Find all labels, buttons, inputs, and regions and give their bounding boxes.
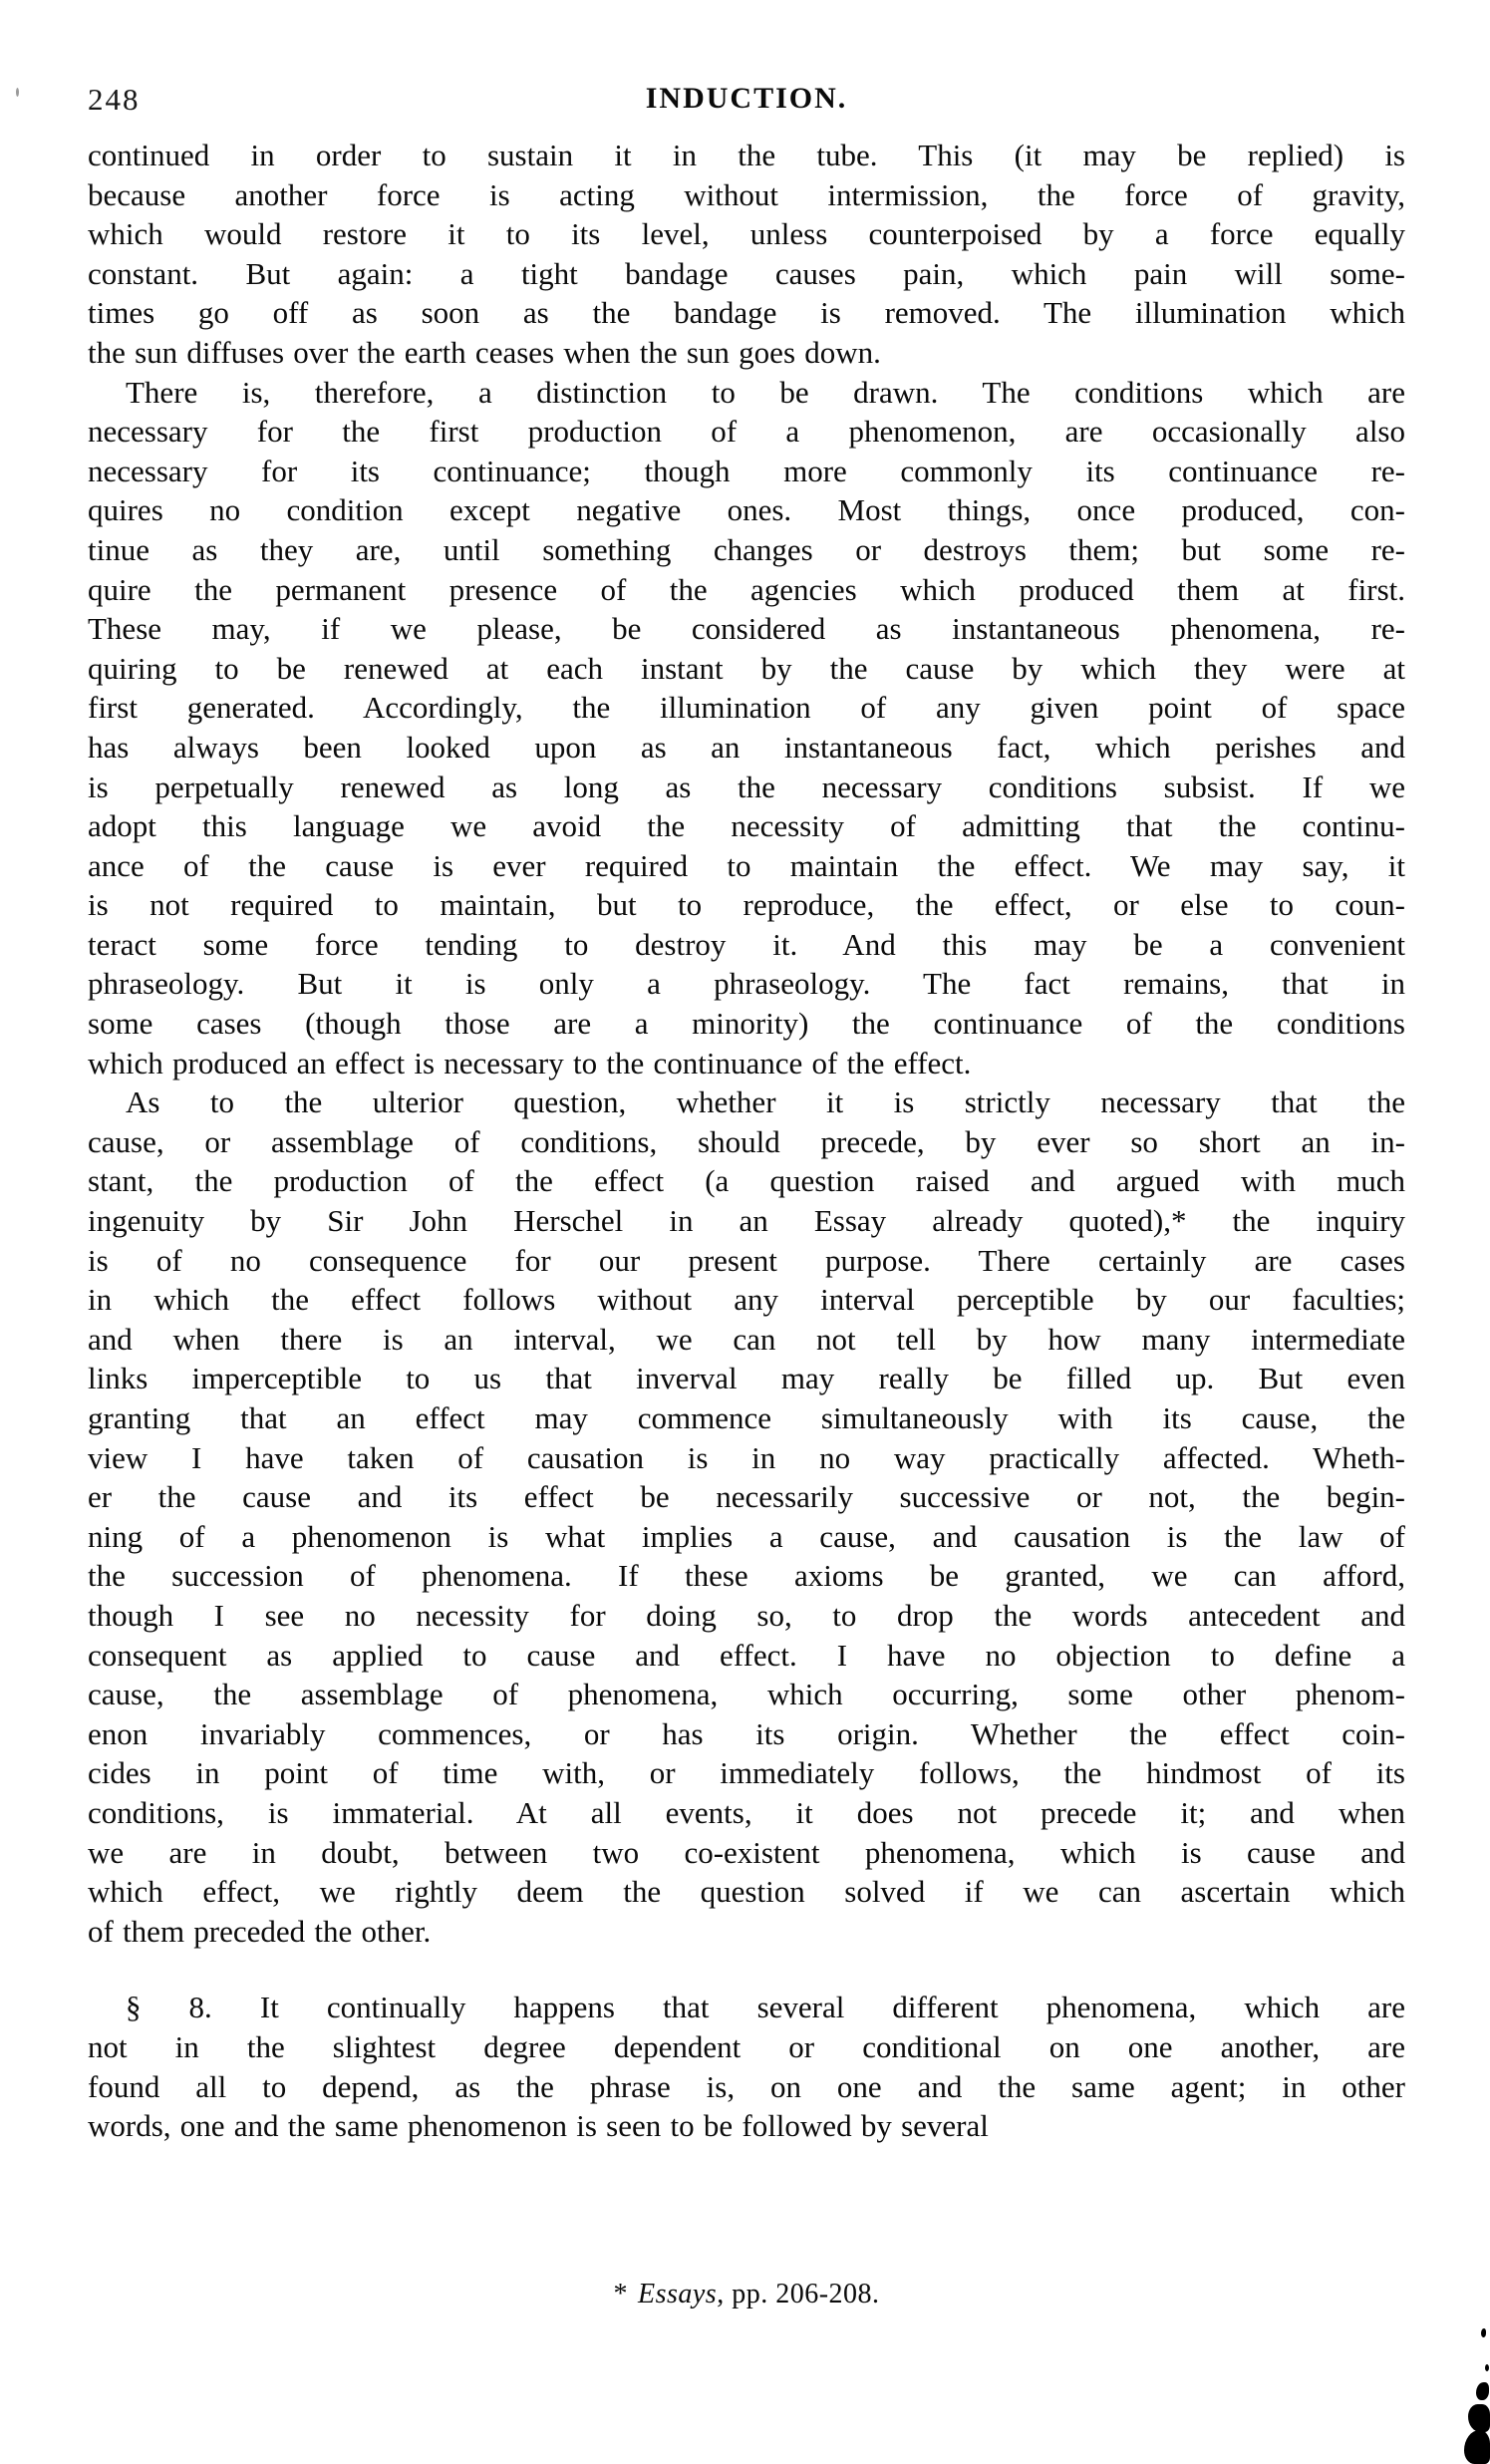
text-line: is perpetually renewed as long as the necessary conditions subsist. If we xyxy=(88,769,1405,804)
text-line: consequent as applied to cause and effect. I have no objection to define a xyxy=(88,1637,1405,1673)
text-line: quiring to be renewed at each instant by the cause by which they were at xyxy=(88,650,1405,686)
text-line: tinue as they are, until something changes or destroys them; but some re- xyxy=(88,531,1405,567)
text-line: which produced an effect is necessary to the continuance of the effect. xyxy=(88,1045,972,1080)
text-line: necessary for the first production of a phenomenon, are occasionally also xyxy=(88,414,1405,450)
scan-artifact xyxy=(1485,2364,1489,2371)
text-line: in which the effect follows without any interval perceptible by our faculties; xyxy=(88,1282,1405,1318)
text-line: we are in doubt, between two co-existent phenomena, which is cause and xyxy=(88,1834,1405,1870)
paragraph xyxy=(88,1082,1405,1951)
text-line: links imperceptible to us that inverval may really be filled up. But even xyxy=(88,1361,1405,1396)
text-line: not in the slightest degree dependent or conditional on one another, are xyxy=(88,2028,1405,2064)
text-line: enon invariably commences, or has its origin. Whether the effect coin- xyxy=(88,1715,1405,1751)
text-line: the succession of phenomena. If these axioms be granted, we can afford, xyxy=(88,1558,1405,1594)
footnote xyxy=(88,2279,1405,2310)
text-line: first generated. Accordingly, the illumination of any given point of space xyxy=(88,690,1405,726)
running-head-title: INDUCTION. xyxy=(645,82,848,115)
text-line: some cases (though those are a minority) the continuance of the conditions xyxy=(88,1006,1405,1042)
text-line: though I see no necessity for doing so, to drop the words antecedent and xyxy=(88,1597,1405,1633)
scan-artifact xyxy=(16,88,19,97)
text-line: granting that an effect may commence simultaneously with its cause, the xyxy=(88,1400,1405,1435)
text-line: ance of the cause is ever required to maintain the effect. We may say, it xyxy=(88,847,1405,883)
text-line: which would restore it to its level, unless counterpoised by a force equally xyxy=(88,216,1405,252)
text-line: ning of a phenomenon is what implies a cause, and causation is the law of xyxy=(88,1518,1405,1554)
text-line: cause, or assemblage of conditions, should precede, by ever so short an in- xyxy=(88,1123,1405,1159)
text-line: constant. But again: a tight bandage causes pain, which pain will some- xyxy=(88,255,1405,291)
text-line: which effect, we rightly deem the question solved if we can ascertain which xyxy=(88,1874,1405,1910)
text-line: view I have taken of causation is in no way practically affected. Wheth- xyxy=(88,1439,1405,1475)
footnote-work-title: Essays xyxy=(637,2279,718,2310)
text-line: times go off as soon as the bandage is removed. The illumination which xyxy=(88,295,1405,331)
text-line: found all to depend, as the phrase is, on one and the same agent; in other xyxy=(88,2068,1405,2104)
text-line: the sun diffuses over the earth ceases when the sun goes down. xyxy=(88,334,881,370)
paragraph xyxy=(88,373,1405,1083)
text-line: quires no condition except negative ones. Most things, once produced, con- xyxy=(88,492,1405,528)
text-line: er the cause and its effect be necessarily successive or not, the begin- xyxy=(88,1479,1405,1515)
text-line: cause, the assemblage of phenomena, which occurring, some other phenom- xyxy=(88,1677,1405,1712)
text-line: of them preceded the other. xyxy=(88,1913,432,1949)
text-line: because another force is acting without intermission, the force of gravity, xyxy=(88,176,1405,212)
text-line: teract some force tending to destroy it. And this may be a convenient xyxy=(88,926,1405,962)
scan-artifact xyxy=(1476,2382,1489,2400)
text-line: and when there is an interval, we can not tell by how many intermediate xyxy=(88,1321,1405,1357)
scan-artifact xyxy=(1468,2404,1490,2432)
text-line: adopt this language we avoid the necessity of admitting that the continu- xyxy=(88,808,1405,844)
text-line: These may, if we please, be considered as instantaneous phenomena, re- xyxy=(88,611,1405,647)
text-line: has always been looked upon as an instantaneous fact, which perishes and xyxy=(88,729,1405,765)
text-line: As to the ulterior question, whether it is strictly necessary that the xyxy=(126,1084,1405,1120)
text-line: cides in point of time with, or immediately follows, the hindmost of its xyxy=(88,1755,1405,1791)
text-line: § 8. It continually happens that several different phenomena, which are xyxy=(126,1990,1405,2025)
scan-artifact xyxy=(1481,2328,1486,2337)
text-line: is not required to maintain, but to reproduce, the effect, or else to coun- xyxy=(88,887,1405,923)
footnote-pages: , pp. 206-208. xyxy=(717,2279,880,2310)
paragraph xyxy=(88,1988,1405,2145)
text-line: ingenuity by Sir John Herschel in an Essay already quoted),* the inquiry xyxy=(88,1203,1405,1239)
text-line: phraseology. But it is only a phraseology. The fact remains, that in xyxy=(88,966,1405,1002)
paragraph xyxy=(88,136,1405,373)
text-line: words, one and the same phenomenon is seen to be followed by several xyxy=(88,2108,989,2144)
page-header xyxy=(88,82,1405,122)
scan-artifact xyxy=(1464,2430,1490,2464)
text-line: necessary for its continuance; though more commonly its continuance re- xyxy=(88,453,1405,488)
text-line: continued in order to sustain it in the tube. This (it may be replied) is xyxy=(88,138,1405,172)
text-line: is of no consequence for our present purpose. There certainly are cases xyxy=(88,1242,1405,1278)
text-line: quire the permanent presence of the agencies which produced them at first. xyxy=(88,571,1405,607)
page-number: 248 xyxy=(88,82,141,117)
text-line: There is, therefore, a distinction to be drawn. The conditions which are xyxy=(126,374,1405,410)
body-text xyxy=(88,136,1405,2146)
footnote-asterisk-marker: * xyxy=(613,2279,628,2310)
text-line: stant, the production of the effect (a question raised and argued with much xyxy=(88,1163,1405,1199)
text-line: conditions, is immaterial. At all events, it does not precede it; and when xyxy=(88,1794,1405,1830)
